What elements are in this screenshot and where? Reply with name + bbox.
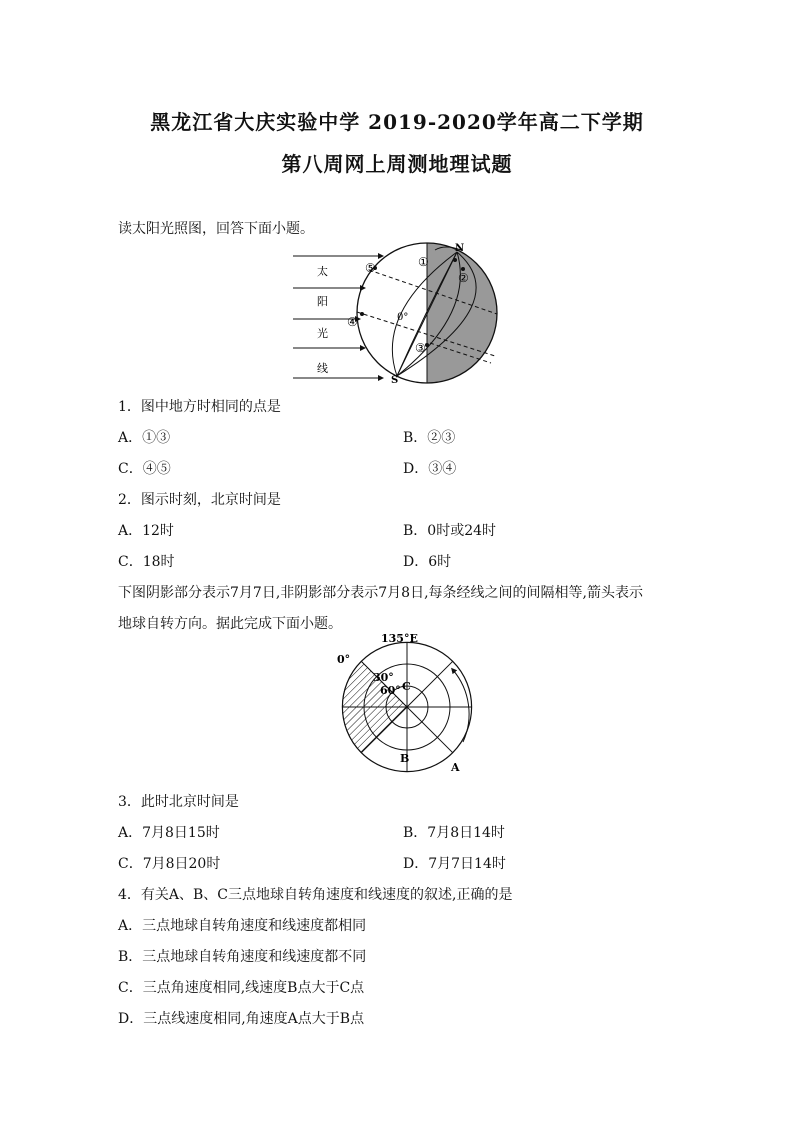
q3-option-d[interactable]: D．7月7日14时 — [403, 856, 506, 872]
q4-option-b[interactable]: B．三点地球自转角速度和线速度都不同 — [118, 949, 367, 965]
intro-2-line-2: 地球自转方向。据此完成下面小题。 — [118, 616, 342, 632]
q2-stem: 2．图示时刻，北京时间是 — [118, 492, 281, 508]
q3-option-a[interactable]: A．7月8日15时 — [118, 825, 220, 841]
sun-char-3: 光 — [317, 327, 328, 340]
north-label: N — [455, 243, 465, 254]
q3-option-b[interactable]: B．7月8日14时 — [403, 825, 505, 841]
q1-option-a[interactable]: A．①③ — [118, 430, 171, 446]
q4-option-a[interactable]: A．三点地球自转角速度和线速度都相同 — [118, 918, 367, 934]
point-a-label: A — [451, 761, 460, 774]
point-3: ③ — [415, 341, 426, 355]
point-4: ④ — [347, 315, 358, 329]
sun-char-1: 太 — [317, 265, 328, 278]
point-c-label: C — [402, 680, 411, 693]
q1-option-d[interactable]: D．③④ — [403, 461, 457, 477]
q1-stem: 1．图中地方时相同的点是 — [118, 399, 281, 415]
lat-0-label: 0° — [337, 653, 351, 666]
lat-60-label: 60° — [380, 684, 401, 697]
point-b-label: B — [400, 752, 410, 765]
sunlight-diagram — [285, 242, 510, 384]
point-1: ① — [418, 255, 429, 269]
equator-label: 0° — [397, 312, 409, 323]
q2-option-a[interactable]: A．12时 — [118, 523, 174, 539]
lat-30-label: 30° — [373, 671, 394, 684]
q1-option-c[interactable]: C．④⑤ — [118, 461, 171, 477]
q2-option-d[interactable]: D．6时 — [403, 554, 452, 570]
q2-option-c[interactable]: C．18时 — [118, 554, 175, 570]
meridian-135e-label: 135°E — [381, 632, 418, 645]
intro-1: 读太阳光照图，回答下面小题。 — [118, 221, 314, 237]
polar-diagram — [325, 632, 475, 777]
south-label: S — [391, 375, 399, 384]
q4-stem: 4．有关A、B、C三点地球自转角速度和线速度的叙述,正确的是 — [118, 887, 513, 903]
q3-option-c[interactable]: C．7月8日20时 — [118, 856, 221, 872]
point-2: ② — [458, 271, 469, 285]
q3-stem: 3．此时北京时间是 — [118, 794, 239, 810]
sun-char-2: 阳 — [317, 295, 328, 308]
title-line-2: 第八周网上周测地理试题 — [281, 152, 513, 176]
point-5: ⑤ — [365, 261, 376, 275]
q4-option-d[interactable]: D．三点线速度相同,角速度A点大于B点 — [118, 1011, 365, 1027]
q2-option-b[interactable]: B．0时或24时 — [403, 523, 497, 539]
q1-option-b[interactable]: B．②③ — [403, 430, 456, 446]
q4-option-c[interactable]: C．三点角速度相同,线速度B点大于C点 — [118, 980, 365, 996]
sun-char-4: 线 — [317, 362, 328, 375]
title-line-1: 黑龙江省大庆实验中学 2019-2020学年高二下学期 — [150, 110, 644, 134]
intro-2-line-1: 下图阴影部分表示7月7日,非阴影部分表示7月8日,每条经线之间的间隔相等,箭头表示 — [118, 585, 643, 601]
